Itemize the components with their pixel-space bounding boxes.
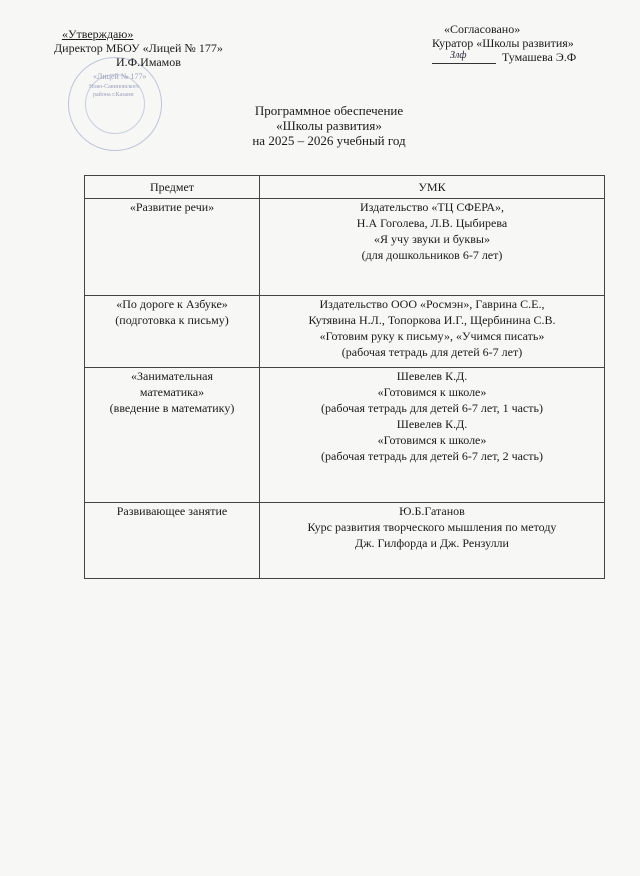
agree-signature-line [432, 50, 576, 64]
umk-line: Кутявина Н.Л., Топоркова И.Г., Щербинина С.В. [308, 313, 556, 327]
umk-line: Издательство ООО «Росмэн», Гаврина С.Е., [319, 297, 545, 311]
umk-line: «Готовимся к школе» [377, 385, 487, 399]
subject-line: математика» [139, 385, 205, 399]
subject-cell [85, 199, 260, 296]
program-table [84, 175, 605, 579]
table-row [85, 296, 605, 368]
stamp-text-1: «Лицей № 177» [93, 72, 147, 81]
umk-line: Дж. Гилфорда и Дж. Рензулли [355, 536, 509, 550]
stamp-text-3: района г.Казани [93, 92, 134, 98]
umk-cell [260, 368, 605, 503]
approve-position: Директор МБОУ «Лицей № 177» [54, 41, 223, 55]
table-row [85, 199, 605, 296]
subject-line: Развивающее занятие [116, 504, 228, 518]
stamp-text-2: Ново-Савиновского [89, 84, 140, 90]
document-title [0, 103, 640, 148]
umk-line: Шевелев К.Д. [396, 369, 468, 383]
agree-heading: «Согласовано» [444, 22, 521, 36]
umk-line: Издательство «ТЦ СФЕРА», [359, 200, 505, 214]
umk-line: (рабочая тетрадь для детей 6-7 лет, 2 часть) [321, 449, 543, 463]
umk-line: «Готовимся к школе» [377, 433, 487, 447]
umk-line: Курс развития творческого мышления по методу [307, 520, 557, 534]
table-row [85, 368, 605, 503]
subject-cell [85, 503, 260, 579]
subject-line: «Занимательная [130, 369, 213, 383]
agree-position: Куратор «Школы развития» [432, 36, 574, 50]
subject-cell [85, 368, 260, 503]
umk-line: (рабочая тетрадь для детей 6-7 лет) [341, 345, 523, 359]
umk-cell [260, 296, 605, 368]
agree-name: Тумашева Э.Ф [502, 50, 577, 64]
umk-line: «Я учу звуки и буквы» [374, 232, 490, 246]
title-line-1: Программное обеспечение [254, 103, 404, 118]
subject-cell [85, 296, 260, 368]
title-line-2: «Школы развития» [276, 118, 382, 133]
umk-cell [260, 503, 605, 579]
umk-line: (для дошкольников 6-7 лет) [361, 248, 503, 262]
umk-line: Шевелев К.Д. [396, 417, 468, 431]
umk-line: Н.А Гоголева, Л.В. Цыбирева [356, 216, 508, 230]
umk-line: «Готовим руку к письму», «Учимся писать» [319, 329, 545, 343]
approve-heading: «Утверждаю» [62, 27, 134, 41]
approval-block [54, 27, 223, 69]
subject-line: «Развитие речи» [129, 200, 215, 214]
subject-line: «По дороге к Азбуке» [116, 297, 228, 311]
subject-line: (подготовка к письму) [115, 313, 229, 327]
umk-cell [260, 199, 605, 296]
subject-line: (введение в математику) [109, 401, 235, 415]
agreement-block [432, 22, 576, 64]
header-subject: Предмет [85, 176, 260, 199]
signature-underline [432, 51, 496, 64]
umk-line: (рабочая тетрадь для детей 6-7 лет, 1 часть) [321, 401, 543, 415]
title-line-3: на 2025 – 2026 учебный год [252, 133, 406, 148]
table-row [85, 503, 605, 579]
approve-name: И.Ф.Имамов [116, 55, 181, 69]
umk-line: Ю.Б.Гатанов [399, 504, 465, 518]
table-header-row [85, 176, 605, 199]
header-umk: УМК [260, 176, 605, 199]
signature: Злф [450, 50, 467, 61]
